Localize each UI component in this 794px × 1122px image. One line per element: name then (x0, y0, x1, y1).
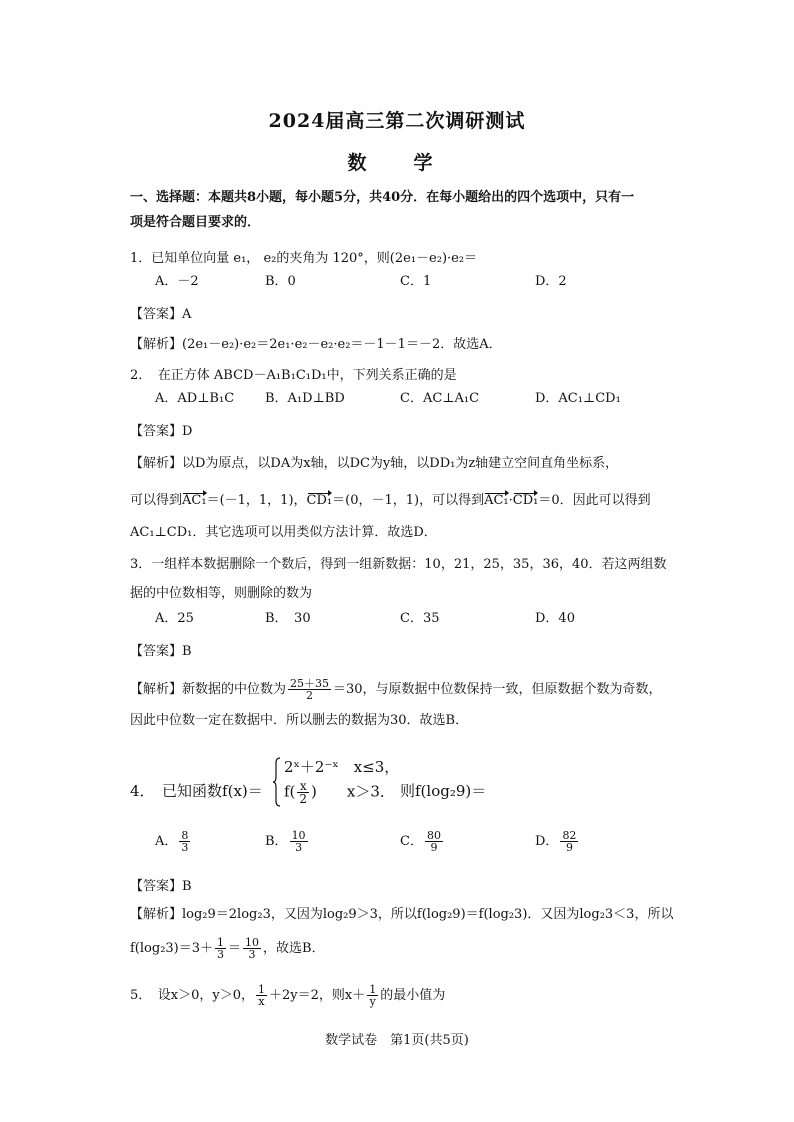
q2-choice-a: A．AD⊥B₁C (155, 391, 235, 406)
q2-choice-c: C．AC⊥A₁C (400, 391, 480, 406)
q2-answer: 【答案】D (130, 424, 193, 439)
q3-stem-line1: 3．一组样本数据删除一个数后，得到一组新数据：10，21，25，35，36，40．若这两组数 (130, 557, 667, 572)
q3-choice-d: D．40 (535, 611, 575, 626)
piecewise-brace (273, 757, 281, 807)
fraction-denominator: 3 (181, 841, 189, 854)
q5-text-b: ＋2y＝2，则x＋ (269, 988, 366, 1003)
q1-choice-d: D．2 (535, 274, 567, 289)
section-heading-cont: 项是符合题目要求的． (130, 215, 261, 230)
q4-piece-row2 (284, 780, 395, 805)
q2-analysis-line1: 【解析】以D为原点，以DA为x轴，以DC为y轴，以DD₁为z轴建立空间直角坐标系， (130, 456, 619, 471)
q3-analysis-line2: 因此中位数一定在数据中．所以删去的数据为30．故选B． (130, 713, 469, 728)
q2-choice-d: D．AC₁⊥CD₁ (535, 391, 621, 406)
q4-analysis-text-c: ，故选B． (263, 941, 325, 956)
fraction-numerator: 8 (181, 829, 189, 842)
fraction-denominator: 3 (295, 841, 303, 854)
q5-fraction-2 (367, 984, 378, 1007)
q3-answer: 【答案】B (130, 644, 192, 659)
q1-stem: 1．已知单位向量 e₁， e₂的夹角为 120°，则(2e₁－e₂)·e₂＝ (130, 251, 478, 266)
q5-fraction-1 (256, 984, 267, 1007)
choice-fraction (179, 830, 190, 853)
q2-analysis-text-d: · (508, 493, 513, 508)
q2-analysis-line2 (130, 492, 651, 510)
fraction-denominator: y (369, 995, 376, 1008)
page-footer: 数学试卷 第1页(共5页) (325, 1033, 469, 1048)
q4-analysis-line2 (130, 937, 325, 960)
q4-row2-text-a: f( (284, 782, 296, 801)
q4-analysis-text-b: ＝ (228, 941, 242, 956)
vector-ac1: AC₁ (182, 493, 207, 508)
q4-row2-text-b: ) x＞3． (311, 782, 395, 801)
q4-choice-a (155, 830, 192, 853)
q2-analysis-line3: AC₁⊥CD₁．其它选项可以用类似方法计算．故选D． (130, 525, 437, 540)
fraction-denominator: 2 (306, 689, 314, 702)
fraction-denominator: 9 (565, 841, 573, 854)
q4-answer: 【答案】B (130, 879, 192, 894)
q4-analysis-line1: 【解析】log₂9＝2log₂3，又因为log₂9＞3，所以f(log₂9)＝f(log₂3)．又因为log₂3＜3，所以 (130, 907, 674, 922)
vector-ac1-second: AC₁ (484, 493, 509, 508)
q4-row2-fraction (297, 780, 309, 805)
q4-choice-c (400, 830, 445, 853)
q5-text-a: 5． 设x＞0，y＞0， (130, 988, 254, 1003)
q3-choice-c: C．35 (400, 611, 440, 626)
fraction-denominator: 9 (430, 841, 438, 854)
q1-choice-c: C．1 (400, 274, 432, 289)
q2-stem: 2． 在正方体 ABCD－A₁B₁C₁D₁中，下列关系正确的是 (130, 368, 457, 383)
choice-label: A． (155, 834, 178, 849)
fraction-numerator: 1 (258, 983, 265, 996)
exam-title: 2024届高三第二次调研测试 (268, 110, 526, 132)
q1-choice-a: A．－2 (155, 274, 199, 289)
fraction-numerator: 10 (291, 829, 306, 842)
section-heading: 一、选择题：本题共8小题，每小题5分，共40分．在每小题给出的四个选项中，只有一 (130, 190, 635, 205)
fraction-denominator: x (258, 995, 265, 1008)
q3-choice-b: B． 30 (265, 611, 311, 626)
q2-analysis-text-c: ＝(0，－1，1)，可以得到 (332, 493, 485, 508)
choice-label: B． (265, 834, 288, 849)
fraction-numerator: 25＋35 (290, 677, 330, 690)
q3-analysis-text-a: 【解析】新数据的中位数为 (130, 682, 287, 697)
vector-cd1: CD₁ (306, 493, 333, 508)
q3-choice-a: A．25 (155, 611, 194, 626)
fraction-numerator: 1 (369, 983, 377, 996)
vector-cd1-second: CD₁ (512, 493, 539, 508)
q2-analysis-text-a: 可以得到 (130, 493, 183, 508)
choice-fraction (425, 830, 443, 853)
q2-analysis-text-e: ＝0．因此可以得到 (538, 493, 651, 508)
fraction-denominator: 2 (299, 792, 308, 806)
q1-choice-b: B．0 (265, 274, 296, 289)
q3-analysis-line1 (130, 678, 662, 701)
fraction-numerator: 82 (562, 829, 577, 842)
fraction-denominator: 3 (248, 948, 256, 961)
q4-analysis-fraction-1 (215, 937, 226, 960)
q4-analysis-fraction-2 (243, 937, 261, 960)
q4-analysis-text-a: f(log₂3)＝3＋ (130, 941, 214, 956)
q3-median-fraction (288, 678, 331, 701)
q3-stem-line2: 据的中位数相等，则删除的数为 (130, 586, 313, 601)
q3-analysis-text-b: ＝30，与原数据中位数保持一致，但原数据个数为奇数， (333, 682, 662, 697)
choice-fraction (560, 830, 578, 853)
fraction-numerator: 1 (217, 936, 225, 949)
q1-answer: 【答案】A (130, 307, 192, 322)
exam-subject: 数 学 (347, 152, 447, 174)
q4-choice-d (535, 830, 580, 853)
fraction-denominator: 3 (217, 948, 225, 961)
q4-piece-row1: 2ˣ＋2⁻ˣ x≤3， (284, 758, 400, 776)
q5-text-c: 的最小值为 (380, 988, 446, 1003)
fraction-numerator: 80 (426, 829, 441, 842)
q2-choice-b: B．A₁D⊥BD (265, 391, 345, 406)
choice-label: D． (535, 834, 559, 849)
fraction-numerator: x (297, 780, 309, 793)
q2-analysis-text-b: ＝(－1，1，1)， (206, 493, 307, 508)
q4-choice-b (265, 830, 310, 853)
fraction-numerator: 10 (245, 936, 260, 949)
q1-analysis: 【解析】(2e₁－e₂)·e₂＝2e₁·e₂－e₂·e₂＝－1－1＝－2．故选A． (130, 337, 502, 352)
q4-tail: 则f(log₂9)＝ (400, 782, 487, 800)
choice-label: C． (400, 834, 423, 849)
choice-fraction (290, 830, 308, 853)
q4-lead: 4． 已知函数f(x)＝ (130, 782, 263, 800)
q5-stem (130, 984, 445, 1007)
